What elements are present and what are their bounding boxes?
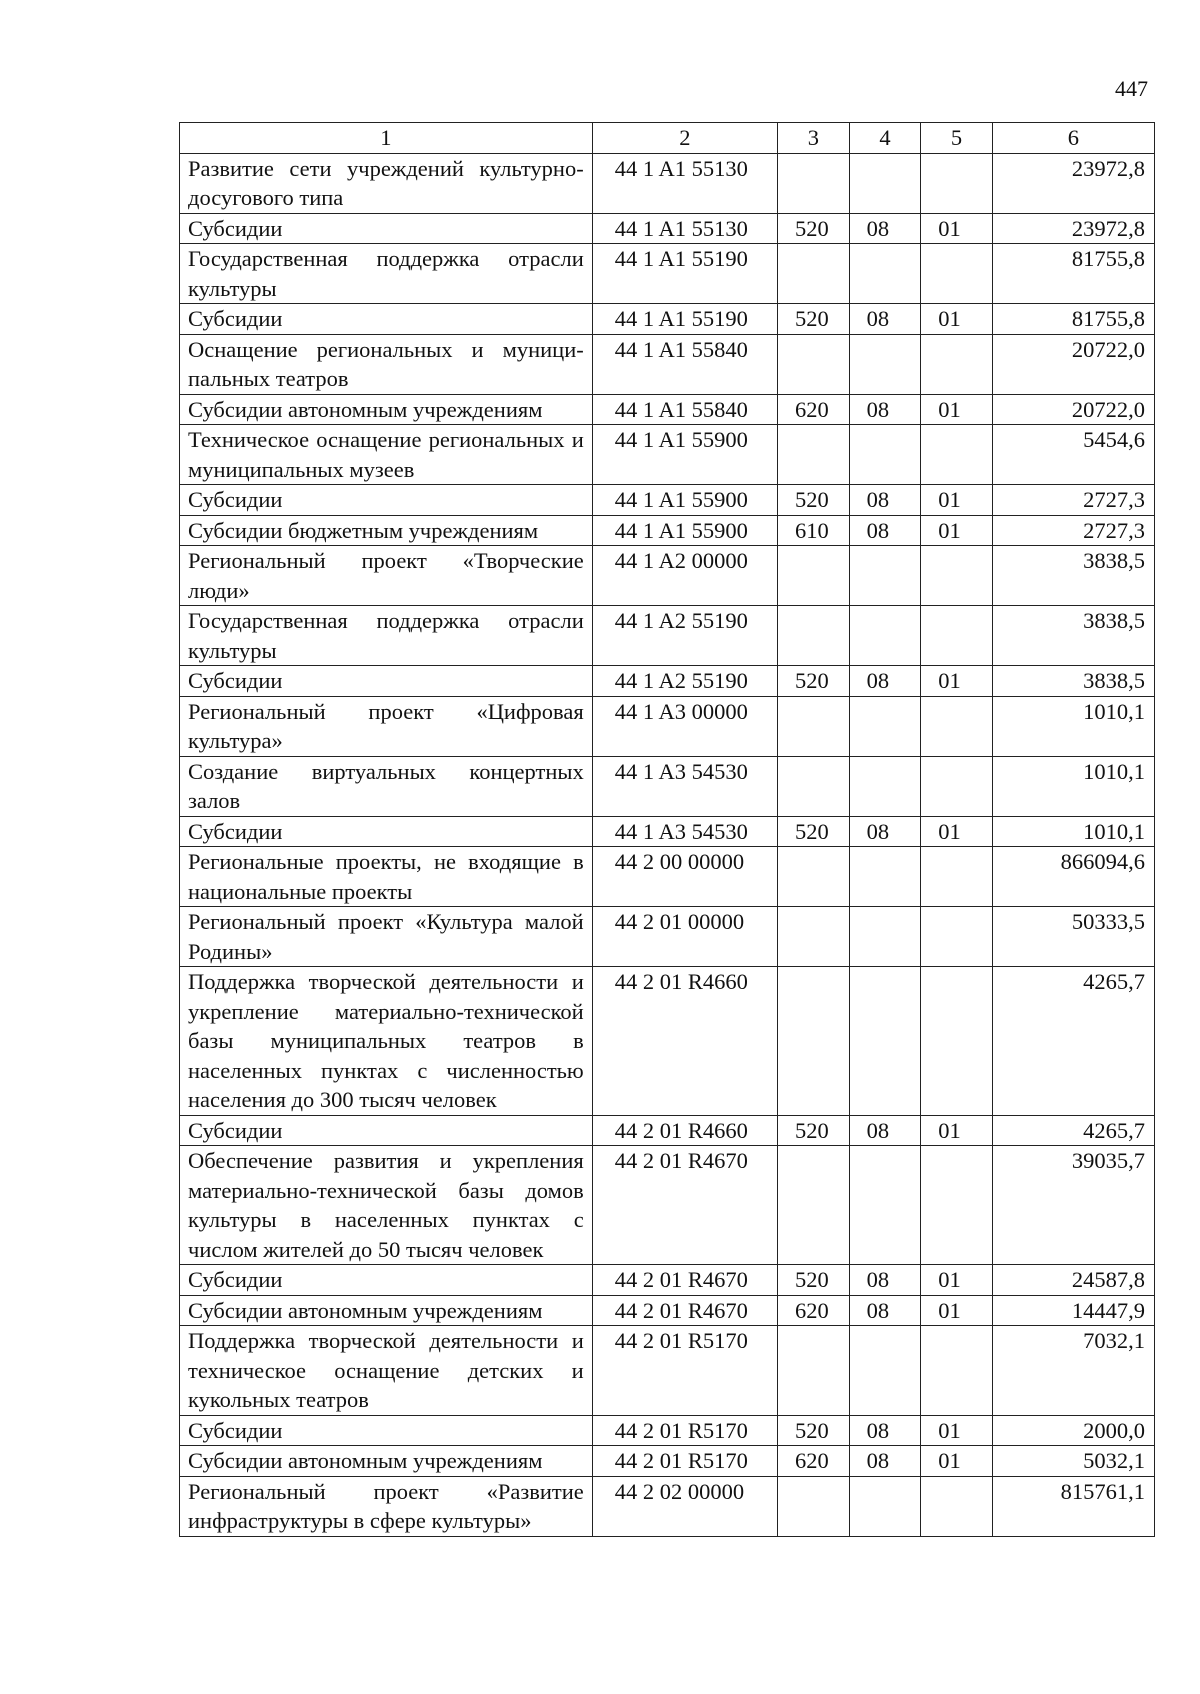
row-col3-cell: [778, 425, 850, 485]
row-col5-cell: [921, 696, 993, 756]
row-col5-cell: 01: [921, 1295, 993, 1326]
table-row: [180, 1295, 1155, 1326]
row-amount-cell: 866094,6: [992, 847, 1154, 907]
table-row: [180, 696, 1155, 756]
row-amount-cell: 1010,1: [992, 816, 1154, 847]
row-name-cell: Государственная поддержка отрасли культуры: [180, 244, 593, 304]
row-col3-cell: 520: [778, 485, 850, 516]
row-col3-cell: [778, 546, 850, 606]
table-row: [180, 1265, 1155, 1296]
header-col-6: 6: [992, 123, 1154, 154]
row-name-cell: Региональный проект «Развитие инфраструктуры в сфере культуры»: [180, 1476, 593, 1536]
row-name-cell: Субсидии: [180, 1115, 593, 1146]
row-col4-cell: 08: [849, 1295, 921, 1326]
row-col4-cell: [849, 546, 921, 606]
row-col4-cell: [849, 1146, 921, 1265]
row-col4-cell: [849, 907, 921, 967]
row-col3-cell: 520: [778, 1115, 850, 1146]
header-col-3: 3: [778, 123, 850, 154]
row-col3-cell: [778, 967, 850, 1116]
row-col3-cell: [778, 244, 850, 304]
row-name-cell: Государственная поддержка отрасли культуры: [180, 606, 593, 666]
table-row: [180, 213, 1155, 244]
row-amount-cell: 4265,7: [992, 967, 1154, 1116]
row-code-cell: 44 1 A1 55130: [592, 153, 777, 213]
row-name-cell: Субсидии: [180, 1415, 593, 1446]
table-row: [180, 304, 1155, 335]
row-col5-cell: 01: [921, 485, 993, 516]
row-col3-cell: 610: [778, 515, 850, 546]
row-amount-cell: 23972,8: [992, 213, 1154, 244]
row-code-cell: 44 2 01 R4670: [592, 1295, 777, 1326]
table-row: [180, 1146, 1155, 1265]
row-amount-cell: 815761,1: [992, 1476, 1154, 1536]
row-col5-cell: [921, 153, 993, 213]
row-code-cell: 44 1 A2 00000: [592, 546, 777, 606]
row-name-cell: Региональный проект «Творческие люди»: [180, 546, 593, 606]
table-row: [180, 606, 1155, 666]
row-col5-cell: 01: [921, 816, 993, 847]
row-col4-cell: [849, 756, 921, 816]
row-code-cell: 44 1 A1 55900: [592, 515, 777, 546]
row-col4-cell: [849, 1476, 921, 1536]
row-code-cell: 44 1 A3 00000: [592, 696, 777, 756]
row-code-cell: 44 2 01 R5170: [592, 1415, 777, 1446]
row-amount-cell: 1010,1: [992, 756, 1154, 816]
row-col3-cell: [778, 907, 850, 967]
row-code-cell: 44 2 01 R4670: [592, 1265, 777, 1296]
row-name-cell: Субсидии: [180, 1265, 593, 1296]
row-col3-cell: [778, 334, 850, 394]
row-amount-cell: 50333,5: [992, 907, 1154, 967]
row-col4-cell: [849, 334, 921, 394]
row-amount-cell: 81755,8: [992, 244, 1154, 304]
row-name-cell: Создание виртуальных концертных залов: [180, 756, 593, 816]
row-name-cell: Оснащение региональных и муниципальных театров: [180, 334, 593, 394]
table-header: [180, 123, 1155, 154]
row-col3-cell: [778, 847, 850, 907]
row-amount-cell: 24587,8: [992, 1265, 1154, 1296]
row-code-cell: 44 2 01 R4660: [592, 967, 777, 1116]
row-col5-cell: [921, 1476, 993, 1536]
row-code-cell: 44 2 01 R4660: [592, 1115, 777, 1146]
row-col3-cell: 620: [778, 394, 850, 425]
row-col5-cell: [921, 756, 993, 816]
row-name-cell: Поддержка творческой деятельности и техническое оснащение детских и кукольных театров: [180, 1326, 593, 1416]
row-col4-cell: [849, 244, 921, 304]
row-name-cell: Субсидии: [180, 666, 593, 697]
budget-table: [179, 122, 1155, 1537]
row-col5-cell: 01: [921, 304, 993, 335]
table-row: [180, 756, 1155, 816]
row-name-cell: Поддержка творческой деятельности и укрепление материально-технической базы муниципальных театров в населенных пунктах с численностью населения до 300 тысяч человек: [180, 967, 593, 1116]
table-row: [180, 1446, 1155, 1477]
row-col3-cell: [778, 696, 850, 756]
row-amount-cell: 39035,7: [992, 1146, 1154, 1265]
row-code-cell: 44 2 01 R5170: [592, 1446, 777, 1477]
row-col3-cell: 520: [778, 304, 850, 335]
row-col4-cell: 08: [849, 666, 921, 697]
row-col3-cell: [778, 153, 850, 213]
row-col5-cell: [921, 425, 993, 485]
row-amount-cell: 4265,7: [992, 1115, 1154, 1146]
row-col4-cell: 08: [849, 1265, 921, 1296]
row-col5-cell: [921, 847, 993, 907]
row-col3-cell: [778, 606, 850, 666]
row-code-cell: 44 1 A1 55840: [592, 334, 777, 394]
row-col3-cell: 520: [778, 666, 850, 697]
row-name-cell: Региональный проект «Цифровая культура»: [180, 696, 593, 756]
table-row: [180, 485, 1155, 516]
row-col5-cell: [921, 907, 993, 967]
row-name-cell: Субсидии: [180, 485, 593, 516]
row-amount-cell: 81755,8: [992, 304, 1154, 335]
row-code-cell: 44 2 00 00000: [592, 847, 777, 907]
row-code-cell: 44 1 A1 55130: [592, 213, 777, 244]
table-row: [180, 967, 1155, 1116]
row-col5-cell: 01: [921, 213, 993, 244]
row-code-cell: 44 2 01 R4670: [592, 1146, 777, 1265]
row-col5-cell: [921, 967, 993, 1116]
row-amount-cell: 14447,9: [992, 1295, 1154, 1326]
table-body: [180, 153, 1155, 1536]
row-col5-cell: 01: [921, 394, 993, 425]
row-code-cell: 44 1 A1 55190: [592, 304, 777, 335]
table-row: [180, 666, 1155, 697]
row-col5-cell: 01: [921, 1446, 993, 1477]
row-col5-cell: 01: [921, 666, 993, 697]
table-row: [180, 847, 1155, 907]
row-col4-cell: 08: [849, 485, 921, 516]
header-col-2: 2: [592, 123, 777, 154]
row-col4-cell: 08: [849, 1115, 921, 1146]
row-col3-cell: [778, 756, 850, 816]
table-row: [180, 1476, 1155, 1536]
table-row: [180, 515, 1155, 546]
table-row: [180, 1115, 1155, 1146]
row-col3-cell: [778, 1476, 850, 1536]
row-col4-cell: 08: [849, 1446, 921, 1477]
row-col4-cell: [849, 153, 921, 213]
table-row: [180, 1415, 1155, 1446]
header-col-4: 4: [849, 123, 921, 154]
row-name-cell: Развитие сети учреждений культурно-досугового типа: [180, 153, 593, 213]
row-col5-cell: 01: [921, 515, 993, 546]
row-name-cell: Техническое оснащение региональных и муниципальных музеев: [180, 425, 593, 485]
row-col4-cell: 08: [849, 1415, 921, 1446]
row-code-cell: 44 1 A1 55900: [592, 425, 777, 485]
table-row: [180, 153, 1155, 213]
row-col5-cell: [921, 546, 993, 606]
row-amount-cell: 2727,3: [992, 485, 1154, 516]
header-col-1: 1: [180, 123, 593, 154]
row-amount-cell: 7032,1: [992, 1326, 1154, 1416]
table-row: [180, 546, 1155, 606]
row-col5-cell: 01: [921, 1265, 993, 1296]
row-amount-cell: 3838,5: [992, 546, 1154, 606]
row-col5-cell: [921, 1146, 993, 1265]
row-name-cell: Региональные проекты, не входящие в национальные проекты: [180, 847, 593, 907]
row-name-cell: Региональный проект «Культура малой Родины»: [180, 907, 593, 967]
row-code-cell: 44 1 A2 55190: [592, 606, 777, 666]
row-col4-cell: 08: [849, 816, 921, 847]
row-code-cell: 44 1 A2 55190: [592, 666, 777, 697]
row-col5-cell: [921, 334, 993, 394]
row-code-cell: 44 1 A3 54530: [592, 756, 777, 816]
row-code-cell: 44 2 01 00000: [592, 907, 777, 967]
row-col4-cell: [849, 606, 921, 666]
row-col5-cell: 01: [921, 1415, 993, 1446]
row-col4-cell: [849, 696, 921, 756]
row-col3-cell: 520: [778, 1265, 850, 1296]
row-code-cell: 44 1 A3 54530: [592, 816, 777, 847]
table-row: [180, 425, 1155, 485]
row-amount-cell: 20722,0: [992, 334, 1154, 394]
row-name-cell: Субсидии автономным учреждениям: [180, 394, 593, 425]
row-amount-cell: 5032,1: [992, 1446, 1154, 1477]
table-row: [180, 1326, 1155, 1416]
table-row: [180, 907, 1155, 967]
row-code-cell: 44 1 A1 55900: [592, 485, 777, 516]
row-col4-cell: [849, 967, 921, 1116]
row-amount-cell: 23972,8: [992, 153, 1154, 213]
row-col3-cell: [778, 1326, 850, 1416]
row-col4-cell: [849, 1326, 921, 1416]
row-col5-cell: [921, 244, 993, 304]
row-code-cell: 44 1 A1 55190: [592, 244, 777, 304]
row-col4-cell: 08: [849, 394, 921, 425]
row-col4-cell: 08: [849, 304, 921, 335]
row-col3-cell: 520: [778, 1415, 850, 1446]
row-code-cell: 44 2 01 R5170: [592, 1326, 777, 1416]
row-amount-cell: 2727,3: [992, 515, 1154, 546]
row-col3-cell: [778, 1146, 850, 1265]
row-name-cell: Субсидии: [180, 304, 593, 335]
row-col4-cell: 08: [849, 515, 921, 546]
table-row: [180, 816, 1155, 847]
row-amount-cell: 3838,5: [992, 606, 1154, 666]
row-amount-cell: 3838,5: [992, 666, 1154, 697]
table-row: [180, 334, 1155, 394]
table-row: [180, 394, 1155, 425]
row-col4-cell: [849, 847, 921, 907]
row-amount-cell: 2000,0: [992, 1415, 1154, 1446]
row-name-cell: Субсидии: [180, 213, 593, 244]
row-name-cell: Субсидии бюджетным учреждениям: [180, 515, 593, 546]
table-row: [180, 244, 1155, 304]
row-code-cell: 44 2 02 00000: [592, 1476, 777, 1536]
row-code-cell: 44 1 A1 55840: [592, 394, 777, 425]
row-name-cell: Обеспечение развития и укрепления материально-технической базы домов культуры в населенных пунктах с числом жителей до 50 тысяч человек: [180, 1146, 593, 1265]
row-col5-cell: [921, 1326, 993, 1416]
row-col5-cell: [921, 606, 993, 666]
row-amount-cell: 1010,1: [992, 696, 1154, 756]
row-amount-cell: 5454,6: [992, 425, 1154, 485]
row-name-cell: Субсидии: [180, 816, 593, 847]
row-col3-cell: 620: [778, 1446, 850, 1477]
header-row: [180, 123, 1155, 154]
header-col-5: 5: [921, 123, 993, 154]
row-col4-cell: [849, 425, 921, 485]
row-name-cell: Субсидии автономным учреждениям: [180, 1446, 593, 1477]
page-number: 447: [1115, 76, 1148, 101]
row-col5-cell: 01: [921, 1115, 993, 1146]
row-col3-cell: 520: [778, 816, 850, 847]
row-name-cell: Субсидии автономным учреждениям: [180, 1295, 593, 1326]
row-amount-cell: 20722,0: [992, 394, 1154, 425]
row-col3-cell: 620: [778, 1295, 850, 1326]
row-col3-cell: 520: [778, 213, 850, 244]
row-col4-cell: 08: [849, 213, 921, 244]
